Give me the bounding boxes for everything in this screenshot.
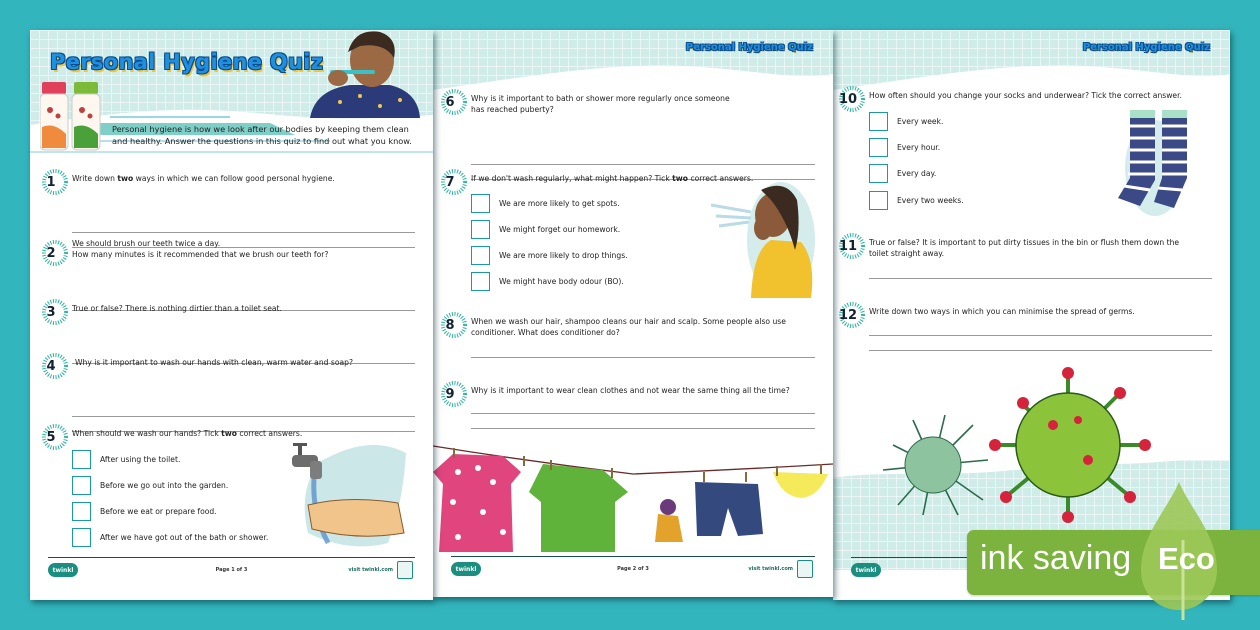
answer-option[interactable]: Every two weeks. <box>869 190 964 210</box>
checkbox[interactable] <box>869 164 888 183</box>
question-text: How often should you change your socks and underwear? Tick the correct answer. <box>869 91 1182 100</box>
page-header-title: Personal Hygiene Quiz <box>1082 42 1210 53</box>
hand-washing-image <box>288 433 413 558</box>
twinkl-logo: twinkl <box>851 563 881 577</box>
answer-option[interactable]: We might forget our homework. <box>471 219 620 239</box>
answer-option[interactable]: We might have body odour (BO). <box>471 271 624 291</box>
checkbox[interactable] <box>72 502 91 521</box>
quality-badge-icon <box>397 561 413 579</box>
boy-brushing-teeth-image <box>300 30 420 118</box>
checkbox[interactable] <box>72 476 91 495</box>
checkbox[interactable] <box>471 220 490 239</box>
answer-line[interactable] <box>471 413 815 414</box>
question-number-badge: 10 <box>835 84 865 114</box>
question-number-badge: 2 <box>38 238 68 268</box>
question-number-badge: 9 <box>437 379 467 409</box>
question-text: When we wash our hair, shampoo cleans our hair and scalp. Some people also use conditioner. What does conditioner do? <box>471 317 786 337</box>
answer-option[interactable]: Every day. <box>869 163 936 183</box>
answer-line[interactable] <box>471 357 815 358</box>
twinkl-logo: twinkl <box>451 562 481 576</box>
checkbox[interactable] <box>72 450 91 469</box>
answer-option[interactable]: After using the toilet. <box>72 449 180 469</box>
question-text: If we don't wash regularly, what might happen? Tick two correct answers. <box>471 174 754 183</box>
question-text: We should brush our teeth twice a day. How many minutes is it recommended that we brush our teeth for? <box>72 239 329 259</box>
question-text: Write down two ways in which you can minimise the spread of germs. <box>869 307 1135 316</box>
washing-line-clothes-image <box>433 442 833 557</box>
striped-socks-image <box>1110 108 1210 218</box>
quality-badge-icon <box>797 560 813 578</box>
checkbox[interactable] <box>869 112 888 131</box>
shampoo-bottles-image <box>40 82 102 154</box>
question-number-badge: 11 <box>835 231 865 261</box>
twinkl-logo: twinkl <box>48 563 78 577</box>
answer-line[interactable] <box>471 428 815 429</box>
answer-option[interactable]: Every week. <box>869 111 943 131</box>
germs-viruses-image <box>873 365 1163 535</box>
checkbox[interactable] <box>72 528 91 547</box>
question-number-badge: 5 <box>38 422 68 452</box>
intro-text: Personal hygiene is how we look after our bodies by keeping them clean and healthy. Answer the questions in this quiz to find out what you know. <box>112 124 412 146</box>
answer-option[interactable]: Before we go out into the garden. <box>72 475 228 495</box>
answer-line[interactable] <box>72 416 415 417</box>
page-title: Personal Hygiene Quiz <box>50 50 324 74</box>
question-text: Write down two ways in which we can follow good personal hygiene. <box>72 174 335 183</box>
answer-option[interactable]: We are more likely to drop things. <box>471 245 628 265</box>
worksheet-page-2 <box>433 30 833 597</box>
question-text: True or false? There is nothing dirtier than a toilet seat. <box>72 304 282 313</box>
visit-link[interactable]: visit twinkl.com <box>348 567 393 573</box>
ink-saving-label: ink saving <box>980 539 1132 577</box>
question-text: True or false? It is important to put dirty tissues in the bin or flush them down the toilet straight away. <box>869 238 1180 258</box>
girl-washing-face-image <box>711 170 816 300</box>
answer-option[interactable]: Before we eat or prepare food. <box>72 501 217 521</box>
checkbox[interactable] <box>471 272 490 291</box>
page-number: Page 2 of 3 <box>617 566 649 572</box>
answer-line[interactable] <box>869 335 1212 336</box>
question-number-badge: 4 <box>38 351 68 381</box>
answer-option[interactable]: We are more likely to get spots. <box>471 193 620 213</box>
checkbox[interactable] <box>471 246 490 265</box>
checkbox[interactable] <box>471 194 490 213</box>
checkbox[interactable] <box>869 191 888 210</box>
answer-option[interactable]: Every hour. <box>869 137 940 157</box>
answer-line[interactable] <box>869 278 1212 279</box>
question-text: When should we wash our hands? Tick two correct answers. <box>72 429 303 438</box>
visit-link[interactable]: visit twinkl.com <box>748 566 793 572</box>
footer-divider <box>48 557 415 558</box>
worksheet-page-1 <box>30 30 433 600</box>
question-number-badge: 7 <box>437 167 467 197</box>
checkbox[interactable] <box>869 138 888 157</box>
question-text: Why is it important to wear clean clothes and not wear the same thing all the time? <box>471 386 790 395</box>
page-number: Page 1 of 3 <box>215 567 248 573</box>
answer-line[interactable] <box>72 232 415 233</box>
question-number-badge: 3 <box>38 297 68 327</box>
question-number-badge: 6 <box>437 87 467 117</box>
question-number-badge: 1 <box>38 167 68 197</box>
question-number-badge: 8 <box>437 310 467 340</box>
eco-badge-label: Eco <box>1158 541 1215 576</box>
question-text: Why is it important to bath or shower more regularly once someone has reached puberty? <box>471 94 730 114</box>
question-text: Why is it important to wash our hands with clean, warm water and soap? <box>75 358 353 367</box>
intro-divider <box>30 151 433 153</box>
page-header-title: Personal Hygiene Quiz <box>685 42 813 53</box>
answer-line[interactable] <box>869 350 1212 351</box>
answer-option[interactable]: After we have got out of the bath or shower. <box>72 527 268 547</box>
question-number-badge: 12 <box>835 300 865 330</box>
footer-divider <box>451 556 815 557</box>
answer-line[interactable] <box>471 164 815 165</box>
